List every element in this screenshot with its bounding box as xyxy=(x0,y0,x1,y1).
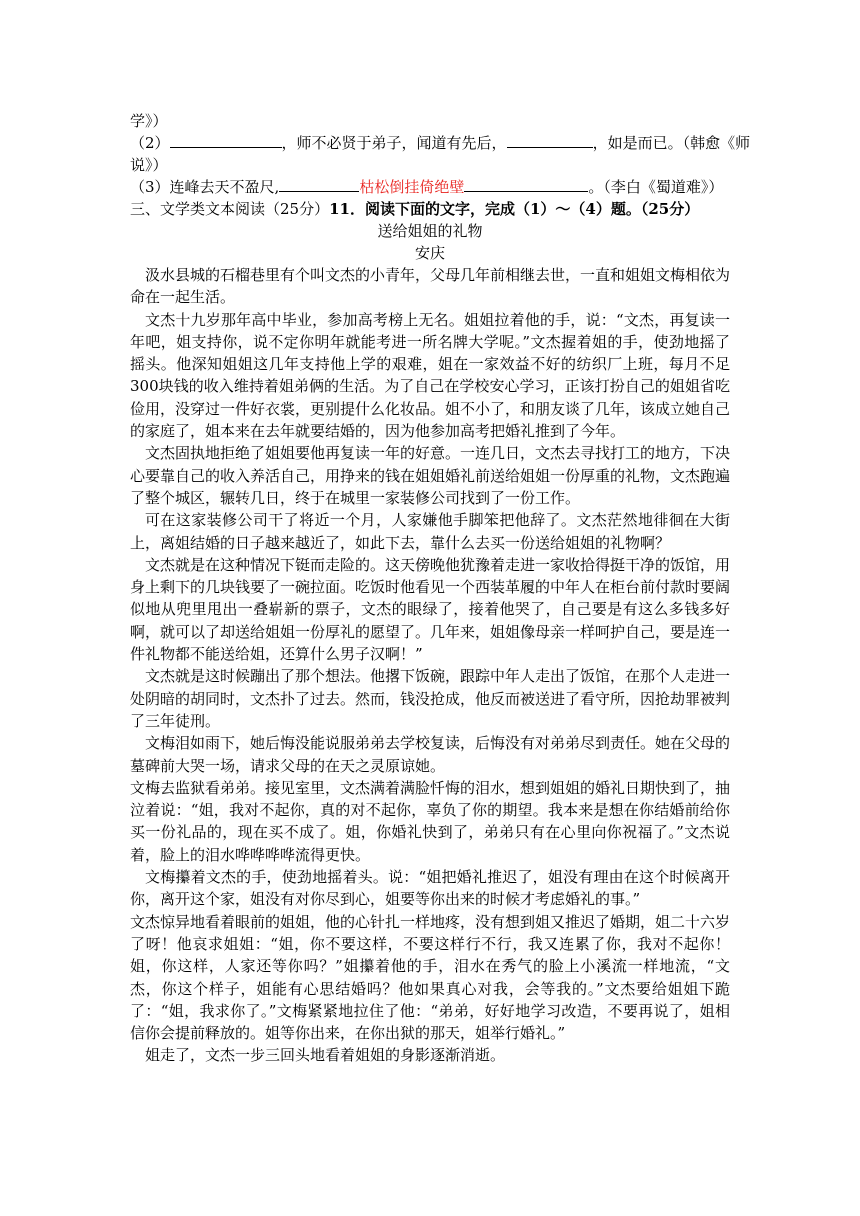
story-paragraph-6: 文杰就是这时候蹦出了那个想法。他撂下饭碗，跟踪中年人走出了饭馆，在那个人走进一处阴暗的胡同时，文杰扑了过去。然而，钱没抢成，他反而被送进了看守所，因抢劫罪被判了三年徒刑。 xyxy=(130,667,731,730)
section-title: 三、文学类文本阅读（25分） xyxy=(130,200,330,218)
q2-end-text: ，如是而已。（韩愈《师 xyxy=(592,134,751,152)
q3-answer: 枯松倒挂倚绝壁 xyxy=(359,178,465,196)
fill-in-question-2 xyxy=(130,132,751,154)
story-paragraph-1: 汲水县城的石榴巷里有个叫文杰的小青年，父母几年前相继去世，一直和姐姐文梅相依为命在一起生活。 xyxy=(130,266,731,307)
story-paragraph-10: 文杰惊异地看着眼前的姐姐，他的心针扎一样地疼，没有想到姐又推迟了婚期，姐二十六岁了呀！他哀求姐姐：“姐，你不要这样，不要这样行不行，我又连累了你，我对不起你！姐，你这样，人家还等你吗？”姐攥着他的手，泪水在秀气的脸上小溪流一样地流，“文杰，你这个样子，姐能有心思结婚吗？他如果真心对我，会等我的。”文杰要给姐姐下跪了：“姐，我求你了。”文梅紧紧地拉住了他：“弟弟，好好地学习改造，不要再说了，姐相信你会提前释放的。姐等你出来，在你出狱的那天，姐举行婚礼。” xyxy=(130,912,731,1043)
story-author: 安庆 xyxy=(414,244,445,262)
fill-in-question-2-wrap: 说》） xyxy=(130,156,168,174)
section-heading xyxy=(130,198,730,220)
q2-blank-1[interactable] xyxy=(170,132,282,148)
story-paragraph-11: 姐走了，文杰一步三回头地看着姐姐的身影逐渐消逝。 xyxy=(145,1046,506,1065)
q3-blank-lead[interactable] xyxy=(279,176,359,192)
story-paragraph-4: 可在这家装修公司干了将近一个月，人家嫌他手脚笨把他辞了。文杰茫然地徘徊在大街上，离姐结婚的日子越来越近了，如此下去，靠什么去买一份送给姐姐的礼物啊？ xyxy=(130,511,730,552)
fill-in-question-3 xyxy=(130,176,730,198)
story-paragraph-8: 文梅去监狱看弟弟。接见室里，文杰满着满脸忏悔的泪水，想到姐姐的婚礼日期快到了，抽泣着说：“姐，我对不起你，真的对不起你，辜负了你的期望。我本来是想在你结婚前给你买一份礼品的，现在买不成了。姐，你婚礼快到了，弟弟只有在心里向你祝福了。”文杰说着，脸上的泪水哗哗哗哗流得更快。 xyxy=(130,778,731,864)
story-paragraph-3: 文杰固执地拒绝了姐姐要他再复读一年的好意。一连几日，文杰去寻找打工的地方，下决心要靠自己的收入养活自己，用挣来的钱在姐姐婚礼前送给姐姐一份厚重的礼物，文杰跑遍了整个城区，辗转几日，终于在城里一家装修公司找到了一份工作。 xyxy=(130,444,731,507)
q2-middle-text: ，师不必贤于弟子，闻道有先后， xyxy=(281,134,507,152)
fill-in-line-0: 学》） xyxy=(130,112,168,130)
q2-number: （2） xyxy=(130,134,170,152)
story-paragraph-7: 文梅泪如雨下，她后悔没能说服弟弟去学校复读，后悔没有对弟弟尽到责任。她在父母的墓碑前大哭一场，请求父母的在天之灵原谅她。 xyxy=(130,734,731,775)
q3-blank-trail[interactable] xyxy=(464,176,588,192)
q3-number: （3）连峰去天不盈尺, xyxy=(130,178,280,196)
document-page xyxy=(130,110,751,1067)
section-question: 11．阅读下面的文字，完成（1）～（4）题。（25分） xyxy=(329,200,700,218)
q3-end-text: 。（李白《蜀道难》） xyxy=(588,178,724,196)
story-title: 送给姐姐的礼物 xyxy=(377,222,483,240)
story-paragraph-5: 文杰就是在这种情况下铤而走险的。这天傍晚他犹豫着走进一家收拾得挺干净的饭馆，用身上剩下的几块钱要了一碗拉面。吃饭时他看见一个西装革履的中年人在柜台前付款时要阔似地从兜里甩出一叠崭新的票子，文杰的眼绿了，接着他哭了，自己要是有这么多钱多好啊，就可以了却送给姐姐一份厚礼的愿望了。几年来，姐姐像母亲一样呵护自己，要是连一件礼物都不能送给姐，还算什么男子汉啊！” xyxy=(130,555,731,664)
story-paragraph-2: 文杰十九岁那年高中毕业，参加高考榜上无名。姐姐拉着他的手，说：“文杰，再复读一年吧，姐支持你，说不定你明年就能考进一所名牌大学呢。”文杰握着姐的手，使劲地摇了摇头。他深知姐姐这几年支持他上学的艰难，姐在一家效益不好的纺织厂上班，每月不足300块钱的收入维持着姐弟俩的生活。为了自己在学校安心学习，正该打扮自己的姐姐省吃俭用，没穿过一件好衣裳，更别提什么化妆品。姐不小了，和朋友谈了几年，该成立她自己的家庭了，姐本来在去年就要结婚的，因为他参加高考把婚礼推到了今年。 xyxy=(130,310,731,441)
q2-blank-2[interactable] xyxy=(507,132,593,148)
story-paragraph-9: 文梅攥着文杰的手，使劲地摇着头。说：“姐把婚礼推迟了，姐没有理由在这个时候离开你，离开这个家，姐没有对你尽到心，姐要等你出来的时候才考虑婚礼的事。” xyxy=(130,868,730,909)
